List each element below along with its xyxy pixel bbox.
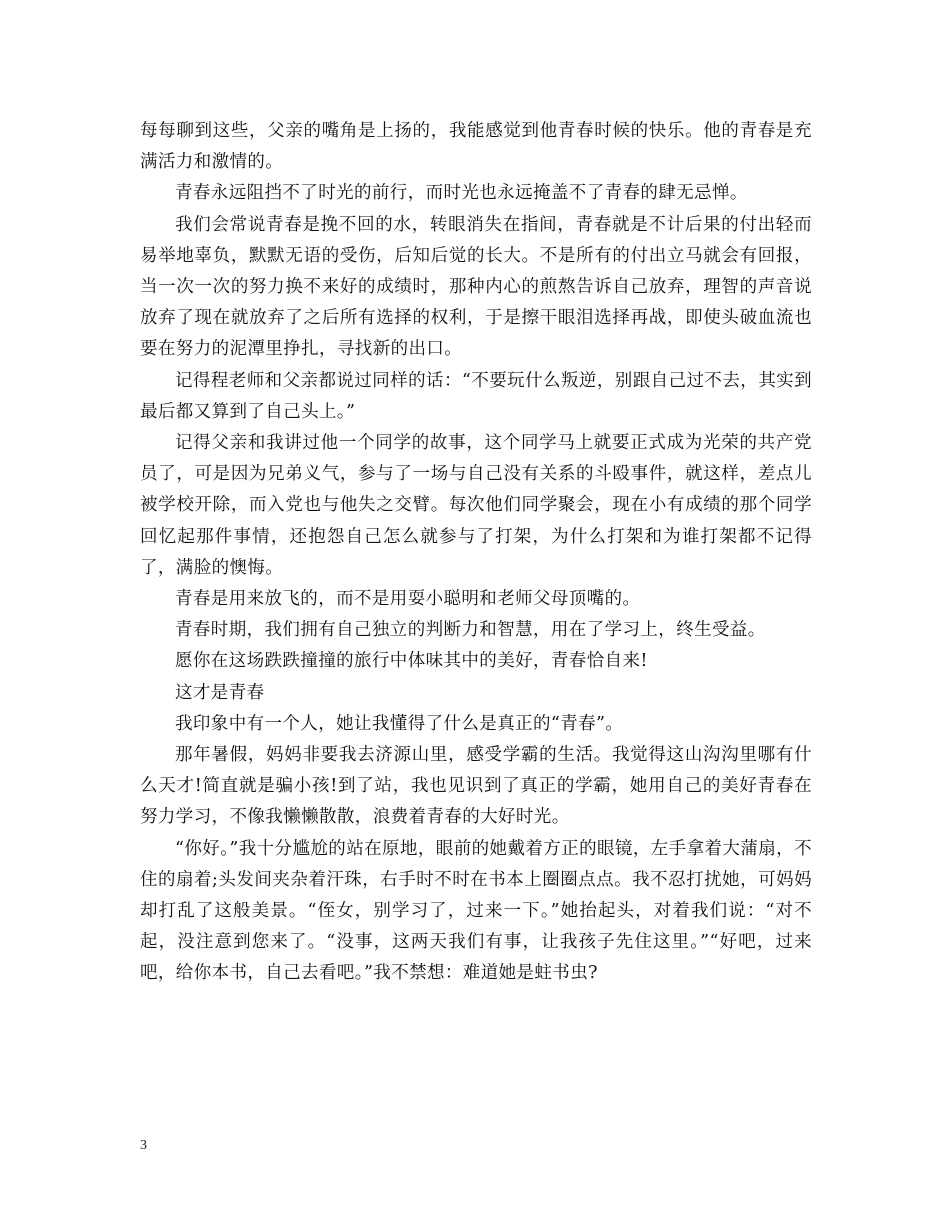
section-heading: 这才是青春 <box>175 682 265 703</box>
paragraph: 记得程老师和父亲都说过同样的话：“不要玩什么叛逆，别跟自己过不去，其实到最后都又算到了自己头上。” <box>140 370 812 422</box>
paragraph: 我印象中有一个人，她让我懂得了什么是真正的“青春”。 <box>175 713 624 734</box>
document-body <box>140 116 812 990</box>
paragraph: 那年暑假，妈妈非要我去济源山里，感受学霸的生活。我觉得这山沟沟里哪有什么天才!简直就是骗小孩!到了站，我也见识到了真正的学霸，她用自己的美好青春在努力学习，不像我懒懒散散，浪费着青春的大好时光。 <box>140 745 812 828</box>
page-number: 3 <box>140 1138 147 1153</box>
paragraph: 记得父亲和我讲过他一个同学的故事，这个同学马上就要正式成为光荣的共产党员了，可是因为兄弟义气，参与了一场与自己没有关系的斗殴事件，就这样，差点儿被学校开除，而入党也与他失之交臂。每次他们同学聚会，现在小有成绩的那个同学回忆起那件事情，还抱怨自己怎么就参与了打架，为什么打架和为谁打架都不记得了，满脸的懊悔。 <box>140 433 812 578</box>
paragraph: 青春时期，我们拥有自己独立的判断力和智慧，用在了学习上，终生受益。 <box>175 620 766 641</box>
paragraph: 愿你在这场跌跌撞撞的旅行中体味其中的美好，青春恰自来! <box>175 651 648 672</box>
paragraph: 我们会常说青春是挽不回的水，转眼消失在指间，青春就是不计后果的付出轻而易举地辜负，默默无语的受伤，后知后觉的长大。不是所有的付出立马就会有回报，当一次一次的努力换不来好的成绩时，那种内心的煎熬告诉自己放弃，理智的声音说放弃了现在就放弃了之后所有选择的权利，于是擦干眼泪选择再战，即使头破血流也要在努力的泥潭里挣扎，寻找新的出口。 <box>140 214 812 360</box>
paragraph: 每每聊到这些，父亲的嘴角是上扬的，我能感觉到他青春时候的快乐。他的青春是充满活力和激情的。 <box>140 121 812 173</box>
paragraph: 青春永远阻挡不了时光的前行，而时光也永远掩盖不了青春的肆无忌惮。 <box>175 183 748 204</box>
paragraph: “你好。”我十分尴尬的站在原地，眼前的她戴着方正的眼镜，左手拿着大蒲扇，不住的扇着;头发间夹杂着汗珠，右手时不时在书本上圈圈点点。我不忍打扰她，可妈妈却打乱了这般美景。“侄女，别学习了，过来一下。”她抬起头，对着我们说：“对不起，没注意到您来了。“没事，这两天我们有事，让我孩子先住这里。”“好吧，过来吧，给你本书，自己去看吧。”我不禁想：难道她是蛀书虫? <box>140 838 812 984</box>
paragraph: 青春是用来放飞的，而不是用耍小聪明和老师父母顶嘴的。 <box>175 589 641 610</box>
